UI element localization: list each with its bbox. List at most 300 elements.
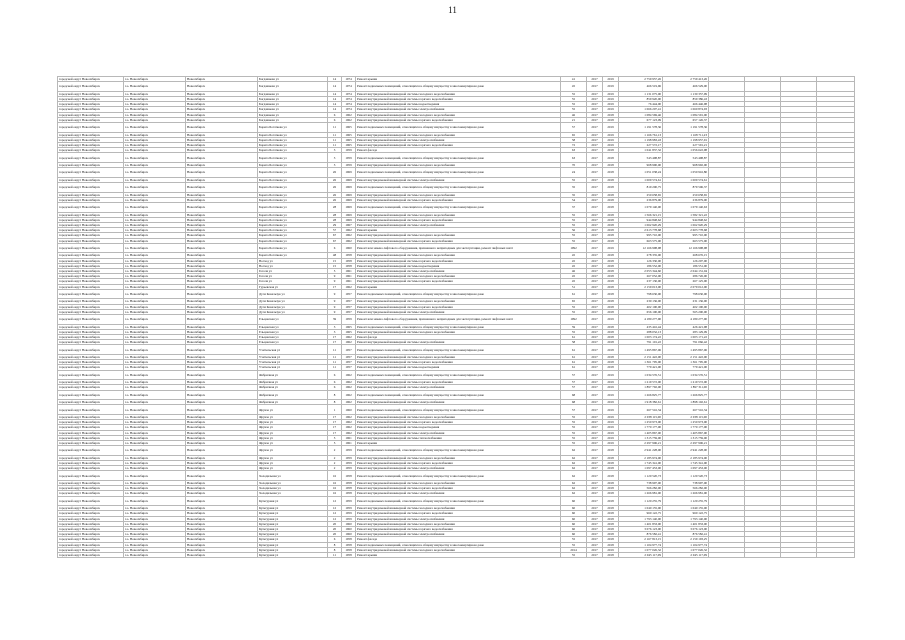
- count-cell: 60: [561, 496, 587, 506]
- count-cell: 63: [561, 153, 587, 163]
- locality-cell: Новосибирск: [186, 461, 258, 466]
- actual-cost-cell: 12 166 998,98: [663, 243, 709, 253]
- count-cell: 35: [561, 192, 587, 197]
- settlement-cell: г.о. Новосибирск: [124, 77, 186, 82]
- year-cell: 1958: [342, 553, 356, 558]
- count-cell: 61: [561, 360, 587, 365]
- count-cell: 61: [561, 355, 587, 360]
- count-cell: 45: [561, 82, 587, 92]
- settlement-cell: г.о. Новосибирск: [124, 217, 186, 222]
- settlement-cell: г.о. Новосибирск: [124, 446, 186, 456]
- district-cell: городской округ Новосибирск: [58, 360, 124, 365]
- count-cell: 45: [561, 279, 587, 284]
- year-cell: 1959: [342, 461, 356, 466]
- actual-cost-cell: 944 848,62: [663, 217, 709, 222]
- work-type-cell: Ремонт внутридомовой инженерной системы электроснабжения: [356, 385, 561, 390]
- street-cell: Учительская ул: [258, 345, 328, 355]
- street-cell: Бориса Богаткова ул: [258, 168, 328, 178]
- extra-cell-1: [709, 370, 745, 380]
- planned-cost-cell: 566 282,00: [619, 486, 663, 491]
- house-cell: 26: [328, 168, 342, 178]
- house-cell: 17: [328, 340, 342, 345]
- actual-cost-cell: 1 130 357,99: [663, 91, 709, 96]
- actual-cost-cell: 1 898 102,61: [663, 400, 709, 405]
- work-type-cell: Ремонт внутридомовой инженерной системы электроснабжения: [356, 137, 561, 142]
- count-cell: 57: [561, 385, 587, 390]
- street-cell: Холодильная ул: [258, 486, 328, 491]
- actual-cost-cell: 1 191 578,36: [663, 123, 709, 133]
- settlement-cell: г.о. Новосибирск: [124, 329, 186, 334]
- district-cell: городской округ Новосибирск: [58, 506, 124, 511]
- work-type-cell: Ремонт внутридомовой инженерной системы холодного водоснабжения: [356, 91, 561, 96]
- table-row: [58, 203, 855, 213]
- settlement-cell: г.о. Новосибирск: [124, 102, 186, 107]
- house-cell: 6: [328, 370, 342, 380]
- end-year-cell: 2018: [603, 340, 619, 345]
- actual-cost-cell: 566 282,00: [663, 486, 709, 491]
- year-cell: 1962: [342, 370, 356, 380]
- count-cell: 55: [561, 329, 587, 334]
- year-cell: 1960: [342, 405, 356, 415]
- start-year-cell: 2017: [587, 455, 603, 460]
- start-year-cell: 2017: [587, 385, 603, 390]
- work-type-cell: Ремонт внутридомовой инженерной системы электроснабжения: [356, 269, 561, 274]
- street-cell: Бориса Богаткова ул: [258, 253, 328, 258]
- start-year-cell: 2017: [587, 420, 603, 425]
- count-cell: 55: [561, 542, 587, 547]
- settlement-cell: г.о. Новосибирск: [124, 390, 186, 400]
- extra-cell-4: [817, 315, 855, 325]
- end-year-cell: 2018: [603, 345, 619, 355]
- count-cell: 57: [561, 123, 587, 133]
- district-cell: городской округ Новосибирск: [58, 123, 124, 133]
- house-cell: 20: [328, 532, 342, 537]
- count-cell: 68: [561, 400, 587, 405]
- district-cell: городской округ Новосибирск: [58, 425, 124, 430]
- end-year-cell: 2019: [603, 435, 619, 440]
- end-year-cell: 2019: [603, 405, 619, 415]
- actual-cost-cell: 1 120 520,73: [663, 471, 709, 481]
- district-cell: городской округ Новосибирск: [58, 390, 124, 400]
- street-cell: Бориса Богаткова ул: [258, 228, 328, 233]
- planned-cost-cell: 250 658,65: [619, 192, 663, 197]
- work-type-cell: Ремонт подвальных помещений, относящихся к общему имуществу в многоквартирном доме: [356, 82, 561, 92]
- settlement-cell: г.о. Новосибирск: [124, 486, 186, 491]
- planned-cost-cell: 1 266 825,77: [619, 390, 663, 400]
- table-row: [58, 123, 855, 133]
- end-year-cell: 2018: [603, 511, 619, 516]
- planned-cost-cell: 1 191 578,36: [619, 123, 663, 133]
- end-year-cell: 2018: [603, 212, 619, 217]
- work-type-cell: Ремонт подвальных помещений, относящихся к общему имуществу в многоквартирном доме: [356, 345, 561, 355]
- start-year-cell: 2017: [587, 183, 603, 193]
- end-year-cell: 2018: [603, 192, 619, 197]
- locality-cell: Новосибирск: [186, 340, 258, 345]
- end-year-cell: 2019: [603, 82, 619, 92]
- house-cell: 17: [328, 430, 342, 435]
- table-row: [58, 446, 855, 456]
- year-cell: 1959: [342, 446, 356, 456]
- year-cell: 1965: [342, 132, 356, 137]
- district-cell: городской округ Новосибирск: [58, 132, 124, 137]
- actual-cost-cell: 402 100,00: [663, 304, 709, 309]
- count-cell: 21: [561, 117, 587, 122]
- count-cell: 61: [561, 289, 587, 299]
- district-cell: городской округ Новосибирск: [58, 532, 124, 537]
- locality-cell: Новосибирск: [186, 420, 258, 425]
- settlement-cell: г.о. Новосибирск: [124, 400, 186, 405]
- street-cell: Ельцовская ул: [258, 335, 328, 340]
- actual-cost-cell: 466 446,98: [663, 102, 709, 107]
- extra-cell-4: [817, 168, 855, 178]
- district-cell: городской округ Новосибирск: [58, 491, 124, 496]
- settlement-cell: г.о. Новосибирск: [124, 123, 186, 133]
- end-year-cell: 2018: [603, 274, 619, 279]
- district-cell: городской округ Новосибирск: [58, 233, 124, 238]
- start-year-cell: 2017: [587, 511, 603, 516]
- planned-cost-cell: 656 100,00: [619, 309, 663, 314]
- count-cell: 60: [561, 511, 587, 516]
- district-cell: городской округ Новосибирск: [58, 527, 124, 532]
- locality-cell: Новосибирск: [186, 491, 258, 496]
- extra-cell-1: [709, 82, 745, 92]
- year-cell: 1962: [342, 385, 356, 390]
- end-year-cell: 2018: [603, 466, 619, 471]
- planned-cost-cell: 267 516,34: [619, 405, 663, 415]
- count-cell: 2014: [561, 547, 587, 552]
- start-year-cell: 2017: [587, 380, 603, 385]
- house-cell: 11: [328, 143, 342, 148]
- house-cell: 17: [328, 284, 342, 289]
- start-year-cell: 2017: [587, 360, 603, 365]
- end-year-cell: 2018: [603, 481, 619, 486]
- house-cell: 20: [328, 521, 342, 526]
- start-year-cell: 2017: [587, 203, 603, 213]
- count-cell: 35: [561, 183, 587, 193]
- extra-cell-3: [781, 471, 817, 481]
- house-cell: 14: [328, 77, 342, 82]
- settlement-cell: г.о. Новосибирск: [124, 309, 186, 314]
- extra-cell-3: [781, 153, 817, 163]
- table-row: [58, 345, 855, 355]
- house-cell: 11: [328, 360, 342, 365]
- settlement-cell: г.о. Новосибирск: [124, 425, 186, 430]
- locality-cell: Новосибирск: [186, 441, 258, 446]
- start-year-cell: 2017: [587, 97, 603, 102]
- street-cell: Богдашкова ул: [258, 112, 328, 117]
- planned-cost-cell: 2 185 974,00: [619, 455, 663, 460]
- year-cell: 1962: [342, 425, 356, 430]
- start-year-cell: 2017: [587, 91, 603, 96]
- district-cell: городской округ Новосибирск: [58, 400, 124, 405]
- end-year-cell: 2018: [603, 153, 619, 163]
- start-year-cell: 2017: [587, 425, 603, 430]
- street-cell: Ельцовская ул: [258, 340, 328, 345]
- start-year-cell: 2017: [587, 527, 603, 532]
- table-row: [58, 289, 855, 299]
- street-cell: Культурная ул: [258, 496, 328, 506]
- actual-cost-cell: 231 136,00: [663, 299, 709, 304]
- work-type-cell: Ремонт подвальных помещений, относящихся к общему имуществу в многоквартирном доме: [356, 123, 561, 133]
- start-year-cell: 2017: [587, 168, 603, 178]
- district-cell: городской округ Новосибирск: [58, 345, 124, 355]
- count-cell: 62: [561, 461, 587, 466]
- start-year-cell: 2017: [587, 466, 603, 471]
- end-year-cell: 2018: [603, 269, 619, 274]
- planned-cost-cell: 227 572,17: [619, 143, 663, 148]
- planned-cost-cell: 3 076 123,00: [619, 527, 663, 532]
- end-year-cell: 2018: [603, 163, 619, 168]
- planned-cost-cell: 1 009 574,61: [619, 177, 663, 182]
- locality-cell: Новосибирск: [186, 97, 258, 102]
- end-year-cell: 2019: [603, 425, 619, 430]
- year-cell: 1959: [342, 511, 356, 516]
- end-year-cell: 2019: [603, 390, 619, 400]
- year-cell: 1962: [342, 430, 356, 435]
- table-row: [58, 405, 855, 415]
- end-year-cell: 2018: [603, 471, 619, 481]
- house-cell: 11: [328, 365, 342, 370]
- planned-cost-cell: 1 041 837,32: [619, 148, 663, 153]
- count-cell: 55: [561, 309, 587, 314]
- end-year-cell: 2018: [603, 168, 619, 178]
- house-cell: 2: [328, 466, 342, 471]
- end-year-cell: 2018: [603, 491, 619, 496]
- actual-cost-cell: 995 710,00: [663, 233, 709, 238]
- house-cell: 8: [328, 542, 342, 547]
- start-year-cell: 2017: [587, 547, 603, 552]
- extra-cell-1: [709, 315, 745, 325]
- extra-cell-4: [817, 82, 855, 92]
- work-type-cell: Ремонт подвальных помещений, относящихся к общему имуществу в многоквартирном доме: [356, 203, 561, 213]
- house-cell: 48: [328, 253, 342, 258]
- house-cell: 3: [328, 329, 342, 334]
- settlement-cell: г.о. Новосибирск: [124, 355, 186, 360]
- settlement-cell: г.о. Новосибирск: [124, 496, 186, 506]
- extra-cell-3: [781, 390, 817, 400]
- extra-cell-1: [709, 471, 745, 481]
- house-cell: 14: [328, 82, 342, 92]
- work-type-cell: Ремонт внутридомовой инженерной системы горячего водоснабжения: [356, 304, 561, 309]
- year-cell: 1974: [342, 82, 356, 92]
- start-year-cell: 2017: [587, 233, 603, 238]
- year-cell: 1958: [342, 547, 356, 552]
- actual-cost-cell: 2 079 012,00: [663, 284, 709, 289]
- count-cell: 41: [561, 77, 587, 82]
- extra-cell-3: [781, 553, 817, 558]
- settlement-cell: г.о. Новосибирск: [124, 324, 186, 329]
- year-cell: 1969: [342, 183, 356, 193]
- actual-cost-cell: 1 405 867,00: [663, 430, 709, 435]
- work-type-cell: Ремонт внутридомовой инженерной системы водоотведения: [356, 425, 561, 430]
- district-cell: городской округ Новосибирск: [58, 329, 124, 334]
- start-year-cell: 2017: [587, 217, 603, 222]
- street-cell: Богдашкова ул: [258, 107, 328, 112]
- extra-cell-3: [781, 446, 817, 456]
- extra-cell-1: [709, 243, 745, 253]
- settlement-cell: г.о. Новосибирск: [124, 192, 186, 197]
- count-cell: 60: [561, 516, 587, 521]
- settlement-cell: г.о. Новосибирск: [124, 532, 186, 537]
- work-type-cell: Ремонт внутридомовой инженерной системы холодного водоснабжения: [356, 112, 561, 117]
- locality-cell: Новосибирск: [186, 112, 258, 117]
- planned-cost-cell: 663 575,00: [619, 238, 663, 243]
- district-cell: городской округ Новосибирск: [58, 521, 124, 526]
- year-cell: 1969: [342, 197, 356, 202]
- settlement-cell: г.о. Новосибирск: [124, 289, 186, 299]
- street-cell: Фрунзе ул: [258, 405, 328, 415]
- extra-cell-3: [781, 370, 817, 380]
- settlement-cell: г.о. Новосибирск: [124, 177, 186, 182]
- count-cell: 62: [561, 491, 587, 496]
- count-cell: 45: [561, 258, 587, 263]
- district-cell: городской округ Новосибирск: [58, 77, 124, 82]
- settlement-cell: г.о. Новосибирск: [124, 243, 186, 253]
- settlement-cell: г.о. Новосибирск: [124, 405, 186, 415]
- year-cell: 1965: [342, 324, 356, 329]
- house-cell: 6: [328, 537, 342, 542]
- actual-cost-cell: 2 045 117,09: [663, 553, 709, 558]
- end-year-cell: 2018: [603, 279, 619, 284]
- house-cell: 67: [328, 238, 342, 243]
- street-cell: Фрунзе ул: [258, 455, 328, 460]
- settlement-cell: г.о. Новосибирск: [124, 340, 186, 345]
- work-type-cell: Ремонт внутридомовой инженерной системы горячего водоснабжения: [356, 238, 561, 243]
- extra-cell-1: [709, 183, 745, 193]
- planned-cost-cell: 1 198 983,43: [619, 137, 663, 142]
- street-cell: Восход ул: [258, 263, 328, 268]
- count-cell: 55: [561, 430, 587, 435]
- start-year-cell: 2017: [587, 365, 603, 370]
- street-cell: Фрунзе ул: [258, 415, 328, 420]
- count-cell: 55: [561, 425, 587, 430]
- actual-cost-cell: 126 207,00: [663, 258, 709, 263]
- actual-cost-cell: 859 386,43: [663, 97, 709, 102]
- extra-cell-3: [781, 82, 817, 92]
- table-row: [58, 243, 855, 253]
- extra-cell-4: [817, 289, 855, 299]
- planned-cost-cell: 1 401 833,00: [619, 521, 663, 526]
- extra-cell-2: [745, 153, 781, 163]
- house-cell: 28: [328, 217, 342, 222]
- year-cell: 1958: [342, 491, 356, 496]
- settlement-cell: г.о. Новосибирск: [124, 553, 186, 558]
- locality-cell: Новосибирск: [186, 425, 258, 430]
- planned-cost-cell: 2 038 115,00: [619, 415, 663, 420]
- year-cell: 1962: [342, 400, 356, 405]
- planned-cost-cell: 543 498,87: [619, 153, 663, 163]
- work-type-cell: Ремонт подвальных помещений, относящихся к общему имуществу в многоквартирном доме: [356, 370, 561, 380]
- locality-cell: Новосибирск: [186, 365, 258, 370]
- start-year-cell: 2017: [587, 537, 603, 542]
- locality-cell: Новосибирск: [186, 481, 258, 486]
- district-cell: городской округ Новосибирск: [58, 97, 124, 102]
- street-cell: Культурная ул: [258, 537, 328, 542]
- street-cell: Бориса Богаткова ул: [258, 233, 328, 238]
- end-year-cell: 2018: [603, 304, 619, 309]
- end-year-cell: 2018: [603, 486, 619, 491]
- district-cell: городской округ Новосибирск: [58, 289, 124, 299]
- end-year-cell: 2018: [603, 324, 619, 329]
- settlement-cell: г.о. Новосибирск: [124, 153, 186, 163]
- count-cell: 62: [561, 455, 587, 460]
- street-cell: Бориса Богаткова ул: [258, 123, 328, 133]
- extra-cell-2: [745, 471, 781, 481]
- year-cell: 1967: [342, 223, 356, 228]
- end-year-cell: 2019: [603, 415, 619, 420]
- work-type-cell: Ремонт внутридомовой инженерной системы электроснабжения: [356, 107, 561, 112]
- year-cell: 1962: [342, 117, 356, 122]
- actual-cost-cell: 1 250 973,00: [663, 420, 709, 425]
- locality-cell: Новосибирск: [186, 380, 258, 385]
- house-cell: 29: [328, 223, 342, 228]
- extra-cell-3: [781, 243, 817, 253]
- settlement-cell: г.о. Новосибирск: [124, 430, 186, 435]
- planned-cost-cell: 960 122,75: [619, 511, 663, 516]
- locality-cell: Новосибирск: [186, 274, 258, 279]
- work-type-cell: Ремонт внутридомовой инженерной системы холодного водоснабжения: [356, 253, 561, 258]
- count-cell: 60: [561, 532, 587, 537]
- locality-cell: Новосибирск: [186, 289, 258, 299]
- planned-cost-cell: 1 219 572,00: [619, 380, 663, 385]
- planned-cost-cell: 1 120 520,73: [619, 471, 663, 481]
- actual-cost-cell: 565 200,00: [663, 309, 709, 314]
- house-cell: 11: [328, 132, 342, 137]
- settlement-cell: г.о. Новосибирск: [124, 435, 186, 440]
- house-cell: 26: [328, 183, 342, 193]
- work-type-cell: Ремонт подвальных помещений, относящихся к общему имуществу в многоквартирном доме: [356, 471, 561, 481]
- planned-cost-cell: 819 200,75: [619, 183, 663, 193]
- end-year-cell: 2018: [603, 455, 619, 460]
- year-cell: 1957: [342, 309, 356, 314]
- settlement-cell: г.о. Новосибирск: [124, 82, 186, 92]
- year-cell: 1958: [342, 253, 356, 258]
- count-cell: 62: [561, 486, 587, 491]
- settlement-cell: г.о. Новосибирск: [124, 345, 186, 355]
- end-year-cell: 2018: [603, 263, 619, 268]
- house-cell: 5: [328, 269, 342, 274]
- house-cell: 12: [328, 516, 342, 521]
- table-row: [58, 82, 855, 92]
- settlement-cell: г.о. Новосибирск: [124, 183, 186, 193]
- start-year-cell: 2017: [587, 177, 603, 182]
- house-cell: 14: [328, 107, 342, 112]
- count-cell: 58: [561, 137, 587, 142]
- extra-cell-1: [709, 345, 745, 355]
- settlement-cell: г.о. Новосибирск: [124, 107, 186, 112]
- start-year-cell: 2017: [587, 279, 603, 284]
- year-cell: 1959: [342, 506, 356, 511]
- district-cell: городской округ Новосибирск: [58, 435, 124, 440]
- extra-cell-1: [709, 168, 745, 178]
- settlement-cell: г.о. Новосибирск: [124, 197, 186, 202]
- house-cell: 9: [328, 299, 342, 304]
- work-type-cell: Ремонт внутридомовой инженерной системы холодного водоснабжения: [356, 132, 561, 137]
- actual-cost-cell: 798 630,00: [663, 289, 709, 299]
- locality-cell: Новосибирск: [186, 269, 258, 274]
- start-year-cell: 2017: [587, 132, 603, 137]
- count-cell: 46: [561, 269, 587, 274]
- extra-cell-1: [709, 203, 745, 213]
- district-cell: городской округ Новосибирск: [58, 197, 124, 202]
- settlement-cell: г.о. Новосибирск: [124, 228, 186, 233]
- work-type-cell: Ремонт внутридомовой инженерной системы горячего водоснабжения: [356, 527, 561, 532]
- street-cell: Бориса Богаткова ул: [258, 132, 328, 137]
- year-cell: 1974: [342, 91, 356, 96]
- start-year-cell: 2017: [587, 400, 603, 405]
- house-cell: 17: [328, 425, 342, 430]
- street-cell: Культурная ул: [258, 542, 328, 547]
